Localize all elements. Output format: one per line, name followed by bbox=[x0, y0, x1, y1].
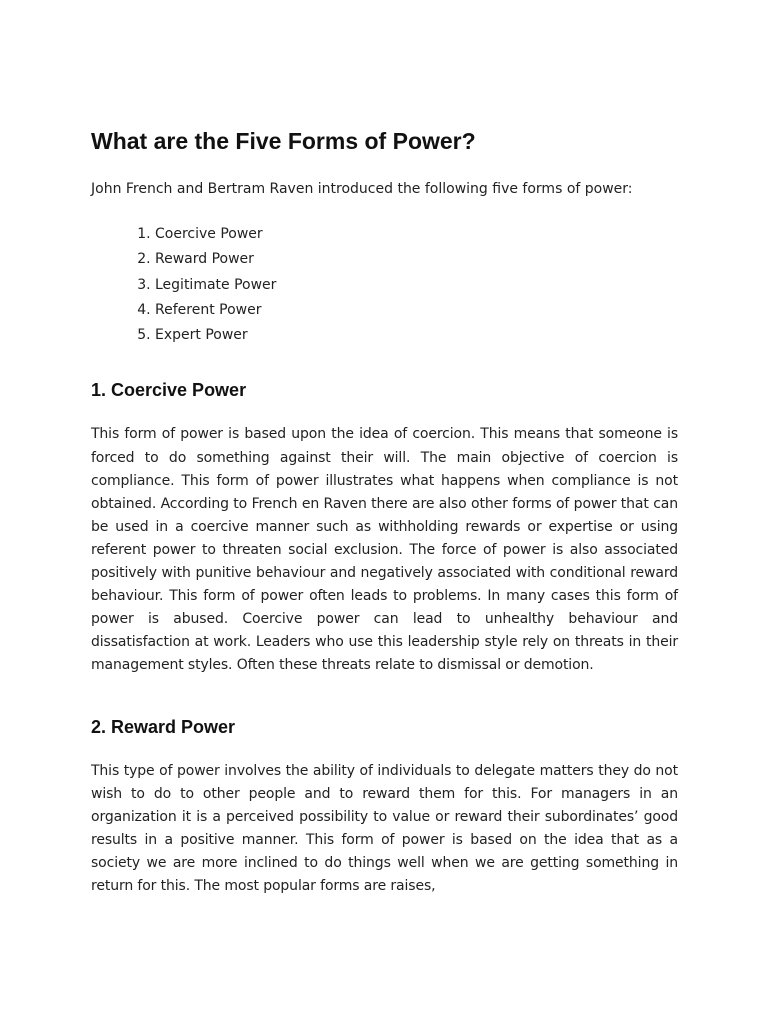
list-item: 5. Expert Power bbox=[155, 323, 678, 348]
section-body-coercive-power: This form of power is based upon the idea of coercion. This means that someone is forced to do something against their will. The main objective of coercion is compliance. This form of power illustrates what happens when compliance is not obtained. According to French en Raven there are also other forms of power that can be used in a coercive manner such as withholding rewards or expertise or using referent power to threaten social exclusion. The force of power is also associated positively with punitive behaviour and negatively associated with conditional reward behaviour. This form of power often leads to problems. In many cases this form of power is abused. Coercive power can lead to unhealthy behaviour and dissatisfaction at work. Leaders who use this leadership style rely on threats in their management styles. Often these threats relate to dismissal or demotion. bbox=[91, 426, 678, 674]
list-item: 2. Reward Power bbox=[155, 247, 678, 272]
section-body-reward-power: This type of power involves the ability of individuals to delegate matters they do not wish to do to other people and to reward them for this. For managers in an organization it is a perceived possibility to value or reward their subordinates’ good results in a positive manner. This form of power is based on the idea that as a society we are more inclined to do things well when we are getting something in return for this. The most popular forms are raises, bbox=[91, 762, 678, 894]
intro-paragraph: John French and Bertram Raven introduced the following five forms of power: bbox=[91, 181, 633, 197]
document-page bbox=[91, 126, 678, 898]
list-item: 1. Coercive Power bbox=[155, 222, 678, 247]
page-title: What are the Five Forms of Power? bbox=[91, 128, 476, 154]
section-heading-coercive-power: 1. Coercive Power bbox=[91, 380, 247, 401]
list-item: 4. Referent Power bbox=[155, 298, 678, 323]
list-item: 3. Legitimate Power bbox=[155, 273, 678, 298]
section-heading-reward-power: 2. Reward Power bbox=[91, 716, 236, 737]
forms-of-power-list bbox=[91, 222, 678, 348]
